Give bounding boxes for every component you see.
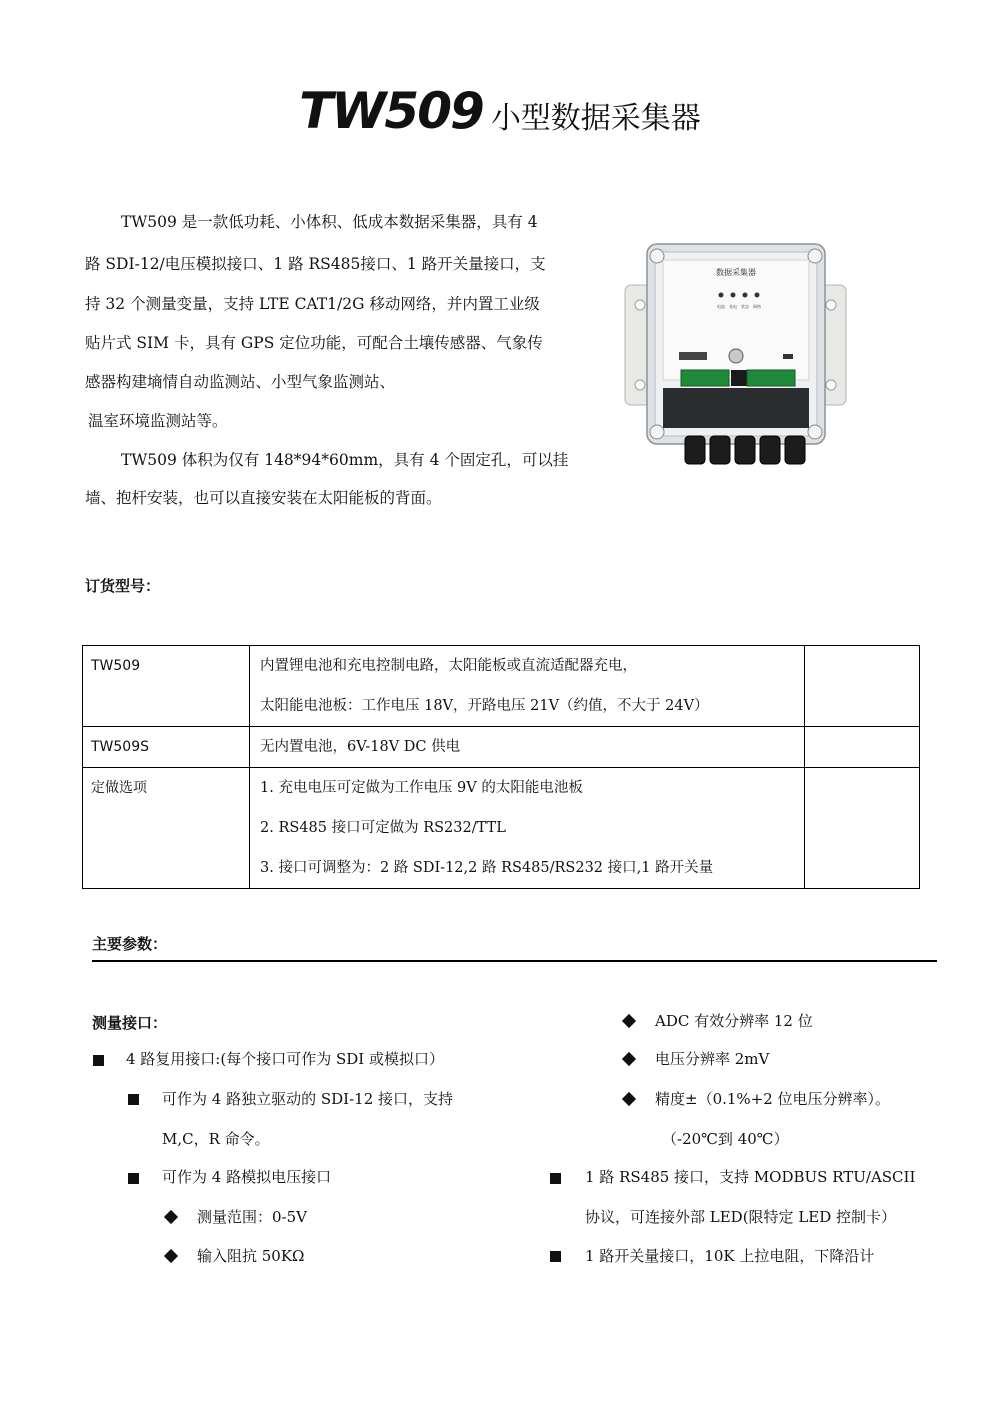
- param-line: 精度±（0.1%+2 位电压分辨率）。: [655, 1090, 891, 1108]
- param-line: ADC 有效分辨率 12 位: [655, 1012, 813, 1030]
- description-line: 太阳能电池板：工作电压 18V，开路电压 21V（约值，不大于 24V）: [260, 698, 709, 714]
- diamond-bullet-icon: [164, 1249, 178, 1263]
- params-heading: 主要参数：: [92, 935, 168, 953]
- intro-line: 持 32 个测量变量，支持 LTE CAT1/2G 移动网络，并内置工业级: [85, 295, 540, 313]
- extra-cell: [805, 646, 920, 727]
- intro-line: 温室环境监测站等。: [88, 412, 228, 430]
- param-line: M,C，R 命令。: [162, 1130, 270, 1148]
- section-divider: [92, 960, 937, 962]
- order-heading: 订货型号：: [85, 577, 161, 595]
- intro-line: 墙、抱杆安装，也可以直接安装在太阳能板的背面。: [85, 489, 442, 507]
- table-row: [83, 768, 920, 889]
- description-line: 无内置电池，6V-18V DC 供电: [260, 739, 461, 755]
- diamond-bullet-icon: [622, 1014, 636, 1028]
- param-line: 1 路开关量接口，10K 上拉电阻，下降沿计: [585, 1247, 875, 1265]
- param-line: （-20℃到 40℃）: [662, 1130, 789, 1148]
- description-line: 内置锂电池和充电控制电路，太阳能板或直流适配器充电，: [260, 658, 637, 674]
- led-label: 网络: [753, 304, 761, 309]
- square-bullet-icon: [550, 1251, 561, 1262]
- param-line: 电压分辨率 2mV: [655, 1050, 770, 1068]
- extra-cell: [805, 768, 920, 889]
- diamond-bullet-icon: [622, 1092, 636, 1106]
- square-bullet-icon: [128, 1094, 139, 1105]
- table-row: [83, 727, 920, 768]
- param-line: 可作为 4 路独立驱动的 SDI-12 接口，支持: [162, 1090, 454, 1108]
- diamond-bullet-icon: [622, 1052, 636, 1066]
- led-label: 状态: [741, 304, 749, 309]
- led-label: 电池: [717, 304, 725, 309]
- description-line: 2. RS485 接口可定做为 RS232/TTL: [260, 820, 506, 836]
- description-line: 3. 接口可调整为：2 路 SDI-12,2 路 RS485/RS232 接口,1 路开关量: [260, 860, 714, 876]
- extra-cell: [805, 727, 920, 768]
- order-table: [82, 645, 920, 889]
- square-bullet-icon: [93, 1055, 104, 1066]
- param-line: 1 路 RS485 接口，支持 MODBUS RTU/ASCII: [585, 1168, 916, 1186]
- product-image: [623, 240, 848, 475]
- model-cell: TW509S: [91, 739, 150, 755]
- param-line: 协议，可连接外部 LED(限特定 LED 控制卡）: [585, 1208, 897, 1226]
- intro-line: TW509 是一款低功耗、小体积、低成本数据采集器，具有 4: [121, 213, 538, 231]
- intro-line: 感器构建墒情自动监测站、小型气象监测站、: [85, 373, 396, 391]
- page-title: [0, 82, 1000, 140]
- measure-heading: 测量接口：: [92, 1014, 168, 1032]
- led-label: 充电: [729, 304, 737, 309]
- param-line: 测量范围：0-5V: [197, 1208, 307, 1226]
- description-line: 1. 充电电压可定做为工作电压 9V 的太阳能电池板: [260, 780, 583, 796]
- intro-line: 路 SDI-12/电压模拟接口、1 路 RS485接口、1 路开关量接口，支: [85, 255, 546, 273]
- diamond-bullet-icon: [164, 1210, 178, 1224]
- param-line: 4 路复用接口:(每个接口可作为 SDI 或模拟口）: [126, 1050, 444, 1068]
- model-cell: TW509: [91, 658, 141, 674]
- panel-title: 数据采集器: [716, 268, 756, 277]
- square-bullet-icon: [128, 1173, 139, 1184]
- title-model: TW509: [299, 82, 483, 140]
- model-cell: 定做选项: [91, 780, 147, 796]
- table-row: [83, 646, 920, 727]
- param-line: 可作为 4 路模拟电压接口: [162, 1168, 332, 1186]
- square-bullet-icon: [550, 1173, 561, 1184]
- intro-line: 贴片式 SIM 卡，具有 GPS 定位功能，可配合土壤传感器、气象传: [85, 334, 543, 352]
- param-line: 输入阻抗 50KΩ: [197, 1247, 305, 1265]
- title-name: 小型数据采集器: [490, 101, 701, 136]
- intro-line: TW509 体积为仅有 148*94*60mm，具有 4 个固定孔，可以挂: [121, 451, 569, 469]
